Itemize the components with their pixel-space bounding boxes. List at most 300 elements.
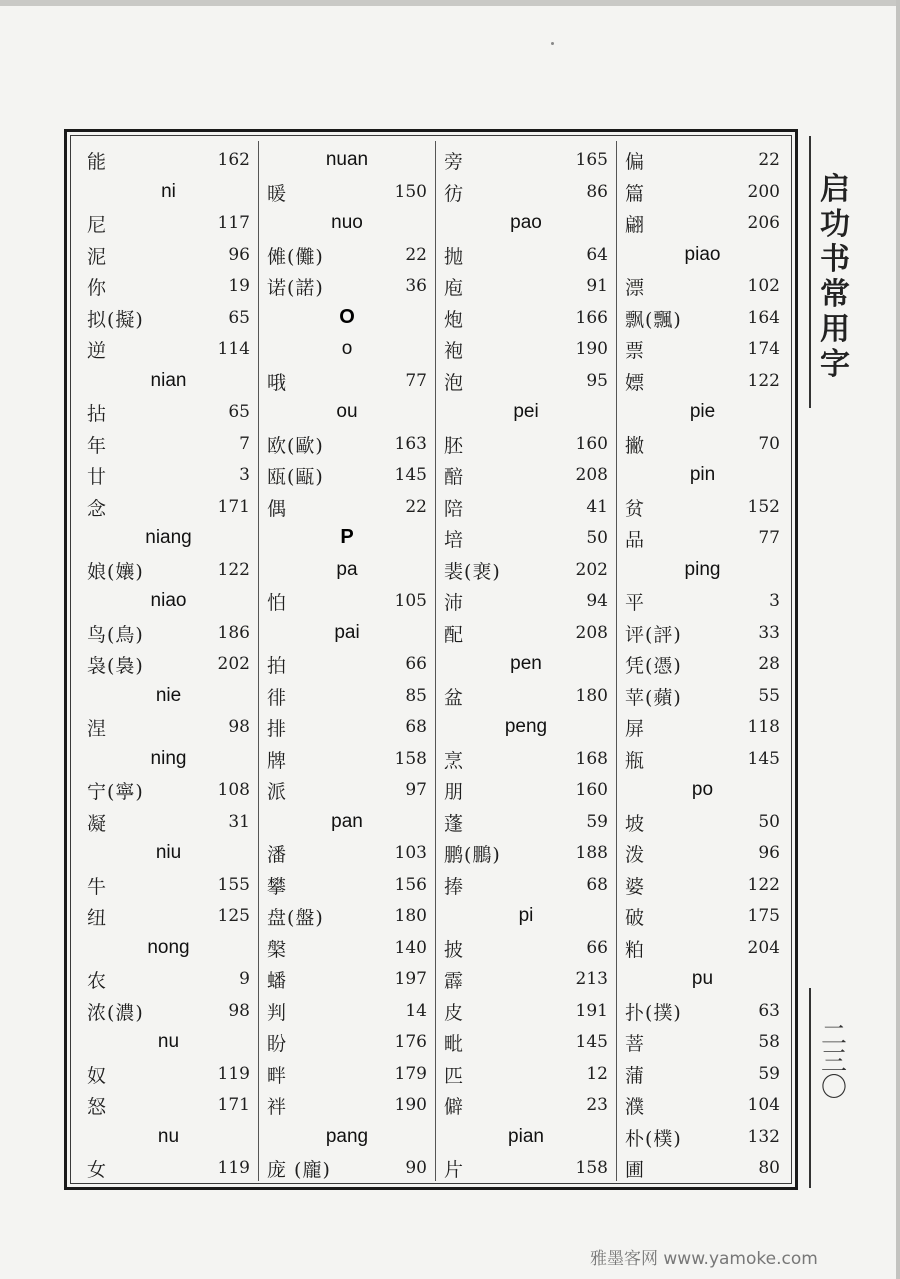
entry-page-number: 150 bbox=[394, 181, 427, 202]
entry-character: 匹 bbox=[444, 1064, 465, 1087]
letter-heading bbox=[259, 302, 435, 334]
pinyin-heading-text: o bbox=[341, 338, 353, 359]
index-entry bbox=[617, 1121, 788, 1153]
entry-page-number: 132 bbox=[747, 1126, 780, 1147]
index-entry bbox=[259, 648, 435, 680]
entry-page-number: 114 bbox=[217, 339, 250, 359]
entry-character: 票 bbox=[625, 340, 646, 362]
entry-character: 毗 bbox=[444, 1033, 465, 1055]
index-entry bbox=[79, 648, 258, 680]
entry-character: 皮 bbox=[444, 1001, 465, 1024]
index-entry bbox=[259, 932, 435, 964]
index-entry bbox=[259, 869, 435, 901]
entry-page-number: 125 bbox=[217, 906, 250, 926]
entry-character: 拟(擬) bbox=[87, 308, 144, 331]
entry-page-number: 41 bbox=[586, 496, 608, 517]
index-entry bbox=[617, 995, 788, 1027]
entry-character: 凭(憑) bbox=[625, 655, 682, 677]
entry-character: 盘(盤) bbox=[267, 907, 324, 929]
index-entry bbox=[617, 617, 788, 649]
index-entry bbox=[436, 585, 616, 617]
entry-page-number: 23 bbox=[586, 1095, 608, 1115]
entry-page-number: 103 bbox=[394, 843, 427, 863]
entry-character: 凝 bbox=[87, 812, 108, 835]
entry-character: 偏 bbox=[625, 151, 646, 173]
index-entry bbox=[259, 365, 435, 397]
entry-character: 濮 bbox=[625, 1096, 646, 1118]
entry-character: 评(評) bbox=[625, 623, 682, 646]
entry-page-number: 156 bbox=[394, 874, 427, 895]
entry-character: 娘(孃) bbox=[87, 560, 144, 583]
entry-page-number: 14 bbox=[405, 1000, 427, 1021]
index-entry bbox=[617, 207, 788, 239]
index-entry bbox=[259, 176, 435, 208]
entry-page-number: 50 bbox=[586, 528, 608, 548]
entry-character: 沛 bbox=[444, 592, 465, 614]
entry-character: 奴 bbox=[87, 1064, 108, 1087]
entry-character: 袍 bbox=[444, 340, 465, 362]
index-entry bbox=[617, 428, 788, 460]
index-entry bbox=[259, 270, 435, 302]
page-top-edge bbox=[0, 0, 900, 6]
entry-character: 朋 bbox=[444, 781, 465, 803]
pinyin-heading-text: pa bbox=[336, 558, 358, 580]
pinyin-heading-text: nie bbox=[155, 684, 182, 706]
entry-character: 怕 bbox=[267, 592, 288, 614]
index-column-1 bbox=[79, 141, 259, 1181]
letter-heading bbox=[259, 522, 435, 554]
index-column-2 bbox=[259, 141, 436, 1181]
entry-page-number: 208 bbox=[575, 622, 608, 643]
entry-character: 庖 bbox=[444, 277, 465, 299]
index-entry bbox=[617, 365, 788, 397]
entry-page-number: 55 bbox=[758, 685, 780, 706]
pinyin-heading bbox=[617, 554, 788, 586]
entry-character: 粕 bbox=[625, 938, 646, 961]
entry-page-number: 122 bbox=[747, 370, 780, 391]
entry-page-number: 204 bbox=[747, 937, 780, 958]
index-entry bbox=[436, 1152, 616, 1184]
entry-page-number: 206 bbox=[747, 213, 780, 233]
entry-page-number: 188 bbox=[575, 843, 608, 863]
entry-page-number: 33 bbox=[758, 622, 780, 643]
paper-speck bbox=[551, 42, 554, 45]
index-entry bbox=[79, 900, 258, 932]
index-entry bbox=[436, 491, 616, 523]
entry-page-number: 3 bbox=[769, 591, 780, 611]
entry-character: 飘(飄) bbox=[625, 308, 682, 331]
index-entry bbox=[79, 428, 258, 460]
entry-page-number: 166 bbox=[575, 307, 608, 328]
entry-page-number: 31 bbox=[228, 811, 250, 832]
entry-page-number: 19 bbox=[228, 276, 250, 296]
entry-page-number: 191 bbox=[575, 1000, 608, 1021]
entry-character: 披 bbox=[444, 938, 465, 961]
entry-page-number: 105 bbox=[394, 591, 427, 611]
index-entry bbox=[617, 522, 788, 554]
index-entry bbox=[436, 1026, 616, 1058]
entry-character: 旁 bbox=[444, 151, 465, 173]
entry-page-number: 180 bbox=[394, 906, 427, 926]
index-entry bbox=[617, 176, 788, 208]
entry-page-number: 22 bbox=[405, 496, 427, 517]
entry-page-number: 119 bbox=[217, 1063, 250, 1084]
entry-character: 片 bbox=[444, 1159, 465, 1181]
pinyin-heading bbox=[259, 1121, 435, 1153]
index-entry bbox=[79, 774, 258, 806]
entry-page-number: 63 bbox=[758, 1000, 780, 1021]
entry-character: 裴(裵) bbox=[444, 560, 501, 583]
entry-character: 排 bbox=[267, 718, 288, 740]
pinyin-heading bbox=[259, 144, 435, 176]
entry-page-number: 64 bbox=[586, 244, 608, 265]
entry-page-number: 96 bbox=[758, 843, 780, 863]
pinyin-heading bbox=[436, 1121, 616, 1153]
entry-page-number: 202 bbox=[575, 559, 608, 580]
index-entry bbox=[617, 1089, 788, 1121]
side-rule-top bbox=[809, 136, 811, 408]
index-entry bbox=[259, 711, 435, 743]
index-entry bbox=[436, 270, 616, 302]
entry-page-number: 168 bbox=[575, 748, 608, 769]
entry-character: 欧(歐) bbox=[267, 434, 324, 457]
index-entry bbox=[259, 1089, 435, 1121]
entry-character: 烹 bbox=[444, 749, 465, 772]
pinyin-heading bbox=[436, 396, 616, 428]
entry-character: 你 bbox=[87, 277, 108, 299]
pinyin-heading-text: po bbox=[691, 779, 714, 800]
index-entry bbox=[79, 711, 258, 743]
pinyin-heading-text: pao bbox=[510, 212, 542, 233]
entry-character: 怒 bbox=[87, 1096, 108, 1118]
pinyin-heading-text: nong bbox=[147, 936, 190, 958]
entry-character: 翩 bbox=[625, 214, 646, 236]
entry-character: 庞 (龐) bbox=[267, 1159, 331, 1181]
entry-page-number: 66 bbox=[586, 937, 608, 958]
index-entry bbox=[259, 743, 435, 775]
entry-page-number: 186 bbox=[217, 622, 250, 643]
index-entry bbox=[259, 1152, 435, 1184]
pinyin-heading bbox=[79, 522, 258, 554]
pinyin-heading-text: nian bbox=[150, 369, 187, 391]
entry-character: 攀 bbox=[267, 875, 288, 898]
pinyin-heading bbox=[259, 806, 435, 838]
index-entry bbox=[79, 144, 258, 176]
index-entry bbox=[436, 617, 616, 649]
index-entry bbox=[436, 837, 616, 869]
entry-page-number: 122 bbox=[217, 559, 250, 580]
index-entry bbox=[259, 995, 435, 1027]
index-entry bbox=[259, 680, 435, 712]
index-entry bbox=[79, 270, 258, 302]
entry-page-number: 85 bbox=[405, 685, 427, 706]
index-entry bbox=[617, 648, 788, 680]
index-entry bbox=[436, 428, 616, 460]
entry-page-number: 22 bbox=[758, 150, 780, 170]
entry-page-number: 160 bbox=[575, 780, 608, 800]
entry-character: 朴(樸) bbox=[625, 1127, 682, 1150]
index-entry bbox=[79, 554, 258, 586]
entry-character: 袅(裊) bbox=[87, 655, 144, 677]
entry-page-number: 164 bbox=[747, 307, 780, 328]
index-entry bbox=[617, 491, 788, 523]
entry-page-number: 65 bbox=[228, 307, 250, 328]
entry-page-number: 65 bbox=[228, 402, 250, 422]
pinyin-heading bbox=[259, 617, 435, 649]
index-entry bbox=[436, 333, 616, 365]
letter-heading-text: O bbox=[339, 305, 355, 328]
index-entry bbox=[259, 239, 435, 271]
index-entry bbox=[436, 554, 616, 586]
pinyin-heading-text: pin bbox=[689, 464, 716, 485]
entry-page-number: 152 bbox=[747, 496, 780, 517]
index-entry bbox=[617, 302, 788, 334]
entry-page-number: 68 bbox=[405, 717, 427, 737]
character-index-table bbox=[64, 129, 798, 1190]
entry-page-number: 3 bbox=[239, 465, 250, 485]
entry-character: 暖 bbox=[267, 182, 288, 205]
pinyin-heading-text: niu bbox=[155, 842, 182, 863]
entry-page-number: 102 bbox=[747, 276, 780, 296]
entry-page-number: 98 bbox=[228, 1000, 250, 1021]
pinyin-heading-text: peng bbox=[504, 716, 548, 737]
entry-character: 平 bbox=[625, 592, 646, 614]
entry-page-number: 96 bbox=[228, 244, 250, 265]
entry-character: 彷 bbox=[444, 182, 465, 205]
pinyin-heading-text: niao bbox=[150, 590, 187, 611]
entry-page-number: 122 bbox=[747, 874, 780, 895]
pinyin-heading bbox=[617, 963, 788, 995]
pinyin-heading-text: nu bbox=[157, 1031, 180, 1052]
index-entry bbox=[259, 585, 435, 617]
index-entry bbox=[79, 1152, 258, 1184]
entry-page-number: 97 bbox=[405, 780, 427, 800]
entry-character: 哦 bbox=[267, 371, 288, 394]
entry-page-number: 59 bbox=[758, 1063, 780, 1084]
index-entry bbox=[617, 932, 788, 964]
entry-character: 菩 bbox=[625, 1033, 646, 1055]
pinyin-heading bbox=[79, 837, 258, 869]
entry-page-number: 145 bbox=[747, 748, 780, 769]
entry-character: 泡 bbox=[444, 371, 465, 394]
page-right-edge bbox=[896, 0, 900, 1279]
index-entry bbox=[436, 743, 616, 775]
index-entry bbox=[259, 963, 435, 995]
entry-character: 涅 bbox=[87, 718, 108, 740]
entry-character: 畔 bbox=[267, 1064, 288, 1087]
entry-character: 牛 bbox=[87, 875, 108, 898]
index-entry bbox=[617, 806, 788, 838]
index-entry bbox=[436, 774, 616, 806]
index-entry bbox=[436, 365, 616, 397]
entry-character: 配 bbox=[444, 623, 465, 646]
entry-page-number: 7 bbox=[239, 433, 250, 454]
entry-page-number: 77 bbox=[758, 528, 780, 548]
entry-character: 蓬 bbox=[444, 812, 465, 835]
entry-character: 瓯(甌) bbox=[267, 466, 324, 488]
entry-page-number: 50 bbox=[758, 811, 780, 832]
entry-character: 霹 bbox=[444, 970, 465, 992]
index-entry bbox=[617, 1058, 788, 1090]
entry-page-number: 140 bbox=[394, 937, 427, 958]
entry-character: 纽 bbox=[87, 907, 108, 929]
watermark: 雅墨客网 www.yamoke.com bbox=[590, 1249, 818, 1269]
index-entry bbox=[617, 585, 788, 617]
index-entry bbox=[79, 491, 258, 523]
index-entry bbox=[259, 1058, 435, 1090]
entry-page-number: 58 bbox=[758, 1032, 780, 1052]
pinyin-heading-text: ning bbox=[150, 747, 187, 769]
entry-page-number: 28 bbox=[758, 654, 780, 674]
entry-page-number: 68 bbox=[586, 874, 608, 895]
entry-character: 浓(濃) bbox=[87, 1001, 144, 1024]
entry-character: 嫖 bbox=[625, 371, 646, 394]
entry-page-number: 95 bbox=[586, 370, 608, 391]
entry-character: 抛 bbox=[444, 245, 465, 268]
entry-page-number: 86 bbox=[586, 181, 608, 202]
index-entry bbox=[617, 333, 788, 365]
index-entry bbox=[436, 522, 616, 554]
index-entry bbox=[79, 617, 258, 649]
entry-page-number: 165 bbox=[575, 150, 608, 170]
entry-page-number: 94 bbox=[586, 591, 608, 611]
index-entry bbox=[436, 680, 616, 712]
entry-character: 炮 bbox=[444, 308, 465, 331]
pinyin-heading-text: nuo bbox=[331, 212, 363, 233]
index-entry bbox=[79, 869, 258, 901]
pinyin-heading-text: pei bbox=[513, 401, 539, 422]
entry-page-number: 208 bbox=[575, 465, 608, 485]
entry-page-number: 98 bbox=[228, 717, 250, 737]
pinyin-heading-text: ni bbox=[161, 180, 176, 202]
index-entry bbox=[436, 995, 616, 1027]
entry-character: 能 bbox=[87, 151, 108, 173]
entry-character: 扑(撲) bbox=[625, 1001, 682, 1024]
letter-heading-text: P bbox=[340, 526, 354, 548]
index-entry bbox=[79, 1058, 258, 1090]
pinyin-heading-text: pian bbox=[508, 1125, 544, 1147]
index-entry bbox=[79, 333, 258, 365]
entry-character: 念 bbox=[87, 497, 108, 520]
index-entry bbox=[259, 900, 435, 932]
pinyin-heading bbox=[436, 900, 616, 932]
entry-character: 贫 bbox=[625, 497, 646, 520]
index-entry bbox=[259, 491, 435, 523]
entry-page-number: 158 bbox=[575, 1158, 608, 1178]
index-entry bbox=[617, 680, 788, 712]
entry-character: 年 bbox=[87, 434, 108, 457]
index-column-4 bbox=[617, 141, 788, 1181]
entry-page-number: 171 bbox=[217, 1095, 250, 1115]
entry-page-number: 171 bbox=[217, 496, 250, 517]
entry-character: 婆 bbox=[625, 875, 646, 898]
pinyin-heading bbox=[79, 585, 258, 617]
index-entry bbox=[436, 1089, 616, 1121]
index-entry bbox=[617, 900, 788, 932]
entry-character: 漂 bbox=[625, 277, 646, 299]
entry-page-number: 91 bbox=[586, 276, 608, 296]
entry-character: 蟠 bbox=[267, 970, 288, 992]
entry-page-number: 179 bbox=[394, 1063, 427, 1084]
index-entry bbox=[436, 1058, 616, 1090]
entry-page-number: 90 bbox=[405, 1158, 427, 1178]
entry-page-number: 174 bbox=[747, 339, 780, 359]
entry-character: 宁(寧) bbox=[87, 781, 144, 803]
pinyin-heading bbox=[79, 365, 258, 397]
entry-character: 拍 bbox=[267, 655, 288, 677]
index-entry bbox=[436, 963, 616, 995]
pinyin-heading bbox=[79, 680, 258, 712]
entry-page-number: 104 bbox=[747, 1095, 780, 1115]
pinyin-heading bbox=[436, 648, 616, 680]
entry-page-number: 162 bbox=[217, 150, 250, 170]
entry-page-number: 117 bbox=[217, 213, 250, 233]
pinyin-heading bbox=[259, 396, 435, 428]
entry-character: 盼 bbox=[267, 1033, 288, 1055]
entry-page-number: 118 bbox=[747, 717, 780, 737]
entry-character: 牌 bbox=[267, 749, 288, 772]
pinyin-heading bbox=[259, 554, 435, 586]
entry-page-number: 108 bbox=[217, 780, 250, 800]
index-entry bbox=[617, 869, 788, 901]
entry-page-number: 59 bbox=[586, 811, 608, 832]
entry-page-number: 190 bbox=[575, 339, 608, 359]
index-entry bbox=[79, 1089, 258, 1121]
page-number: 二三〇 bbox=[820, 1021, 847, 1103]
entry-character: 醅 bbox=[444, 466, 465, 488]
pinyin-heading-text: nuan bbox=[325, 149, 369, 170]
pinyin-heading bbox=[436, 711, 616, 743]
pinyin-heading bbox=[617, 239, 788, 271]
entry-character: 泥 bbox=[87, 245, 108, 268]
pinyin-heading-text: pie bbox=[689, 401, 716, 422]
pinyin-heading bbox=[79, 932, 258, 964]
entry-character: 撇 bbox=[625, 434, 646, 457]
entry-page-number: 213 bbox=[575, 969, 608, 989]
pinyin-heading bbox=[79, 1121, 258, 1153]
entry-character: 盆 bbox=[444, 686, 465, 709]
entry-character: 尼 bbox=[87, 214, 108, 236]
pinyin-heading-text: niang bbox=[145, 527, 192, 548]
entry-character: 瓶 bbox=[625, 749, 646, 772]
index-entry bbox=[436, 302, 616, 334]
pinyin-heading bbox=[79, 1026, 258, 1058]
entry-character: 廿 bbox=[87, 466, 108, 488]
entry-page-number: 202 bbox=[217, 654, 250, 674]
entry-character: 判 bbox=[267, 1001, 288, 1024]
index-entry bbox=[436, 806, 616, 838]
index-entry bbox=[259, 1026, 435, 1058]
entry-page-number: 155 bbox=[217, 874, 250, 895]
entry-page-number: 66 bbox=[405, 654, 427, 674]
pinyin-heading-text: pan bbox=[331, 810, 363, 832]
entry-character: 捧 bbox=[444, 875, 465, 898]
side-rule-bottom bbox=[809, 988, 811, 1188]
pinyin-heading-text: ping bbox=[684, 558, 721, 580]
pinyin-heading bbox=[79, 176, 258, 208]
entry-page-number: 77 bbox=[405, 370, 427, 391]
index-entry bbox=[79, 396, 258, 428]
index-entry bbox=[617, 743, 788, 775]
entry-character: 苹(蘋) bbox=[625, 686, 682, 709]
pinyin-heading-text: nu bbox=[157, 1125, 180, 1147]
entry-character: 农 bbox=[87, 970, 108, 992]
index-entry bbox=[259, 774, 435, 806]
pinyin-heading bbox=[79, 743, 258, 775]
pinyin-heading bbox=[259, 207, 435, 239]
index-entry bbox=[259, 837, 435, 869]
entry-page-number: 160 bbox=[575, 433, 608, 454]
